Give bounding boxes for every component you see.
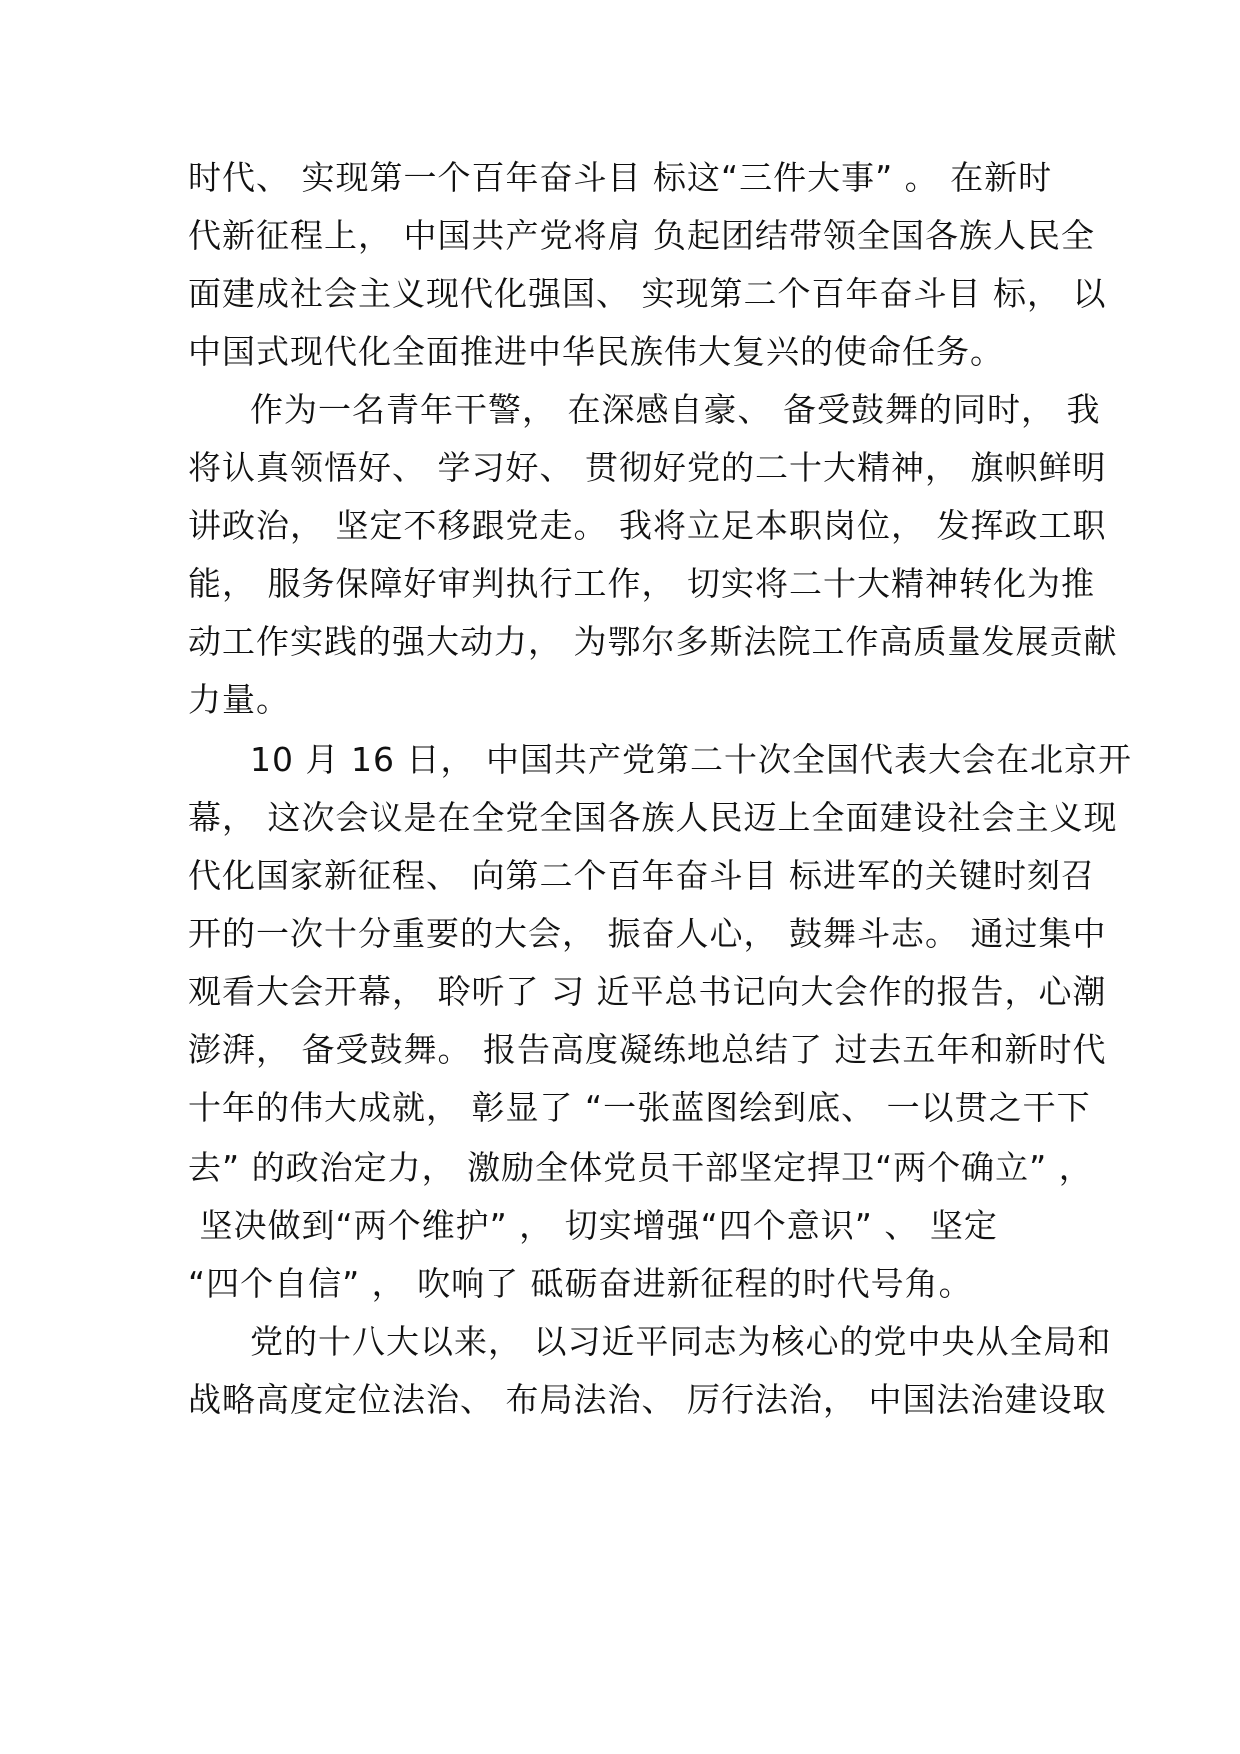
- text-line: 能， 服务保障好审判执行工作， 切实将二十大精神转化为推: [188, 564, 1095, 603]
- paragraph-start-line: 10 月 16 日， 中国共产党第二十次全国代表大会在北京开: [250, 740, 1132, 779]
- text-line: 将认真领悟好、 学习好、 贯彻好党的二十大精神， 旗帜鲜明: [188, 448, 1107, 487]
- text-line: 十年的伟大成就， 彰显了 “一张蓝图绘到底、 一以贯之干下: [188, 1088, 1091, 1127]
- text-line: 观看大会开幕， 聆听了 习 近平总书记向大会作的报告，心潮: [188, 972, 1107, 1011]
- text-line: 坚决做到“两个维护” ， 切实增强“四个意识” 、 坚定: [188, 1206, 998, 1245]
- text-line: 面建成社会主义现代化强国、 实现第二个百年奋斗目 标， 以: [188, 274, 1107, 313]
- text-line: 开的一次十分重要的大会， 振奋人心， 鼓舞斗志。 通过集中: [188, 914, 1107, 953]
- text-line: 时代、 实现第一个百年奋斗目 标这“三件大事” 。 在新时: [188, 158, 1053, 197]
- text-line: 战略高度定位法治、 布局法治、 厉行法治， 中国法治建设取: [188, 1380, 1107, 1419]
- text-line: 幕， 这次会议是在全党全国各族人民迈上全面建设社会主义现: [188, 798, 1118, 837]
- text-line: 去” 的政治定力， 激励全体党员干部坚定捍卫“两个确立” ，: [188, 1148, 1093, 1187]
- paragraph-start-line: 作为一名青年干警， 在深感自豪、 备受鼓舞的同时， 我: [250, 390, 1101, 429]
- text-line: 代新征程上， 中国共产党将肩 负起团结带领全国各族人民全: [188, 216, 1095, 255]
- text-line: 讲政治， 坚定不移跟党走。 我将立足本职岗位， 发挥政工职: [188, 506, 1107, 545]
- text-line: 澎湃， 备受鼓舞。 报告高度凝练地总结了 过去五年和新时代: [188, 1030, 1107, 1069]
- text-line: 中国式现代化全面推进中华民族伟大复兴的使命任务。: [188, 332, 1004, 371]
- text-line: 动工作实践的强大动力， 为鄂尔多斯法院工作高质量发展贡献: [188, 622, 1118, 661]
- text-line: 力量。: [188, 680, 290, 719]
- paragraph-start-line: 党的十八大以来， 以习近平同志为核心的党中央从全局和: [250, 1322, 1112, 1361]
- text-line: “四个自信” ， 吹响了 砥砺奋进新征程的时代号角。: [188, 1264, 973, 1303]
- text-line: 代化国家新征程、 向第二个百年奋斗目 标进军的关键时刻召: [188, 856, 1095, 895]
